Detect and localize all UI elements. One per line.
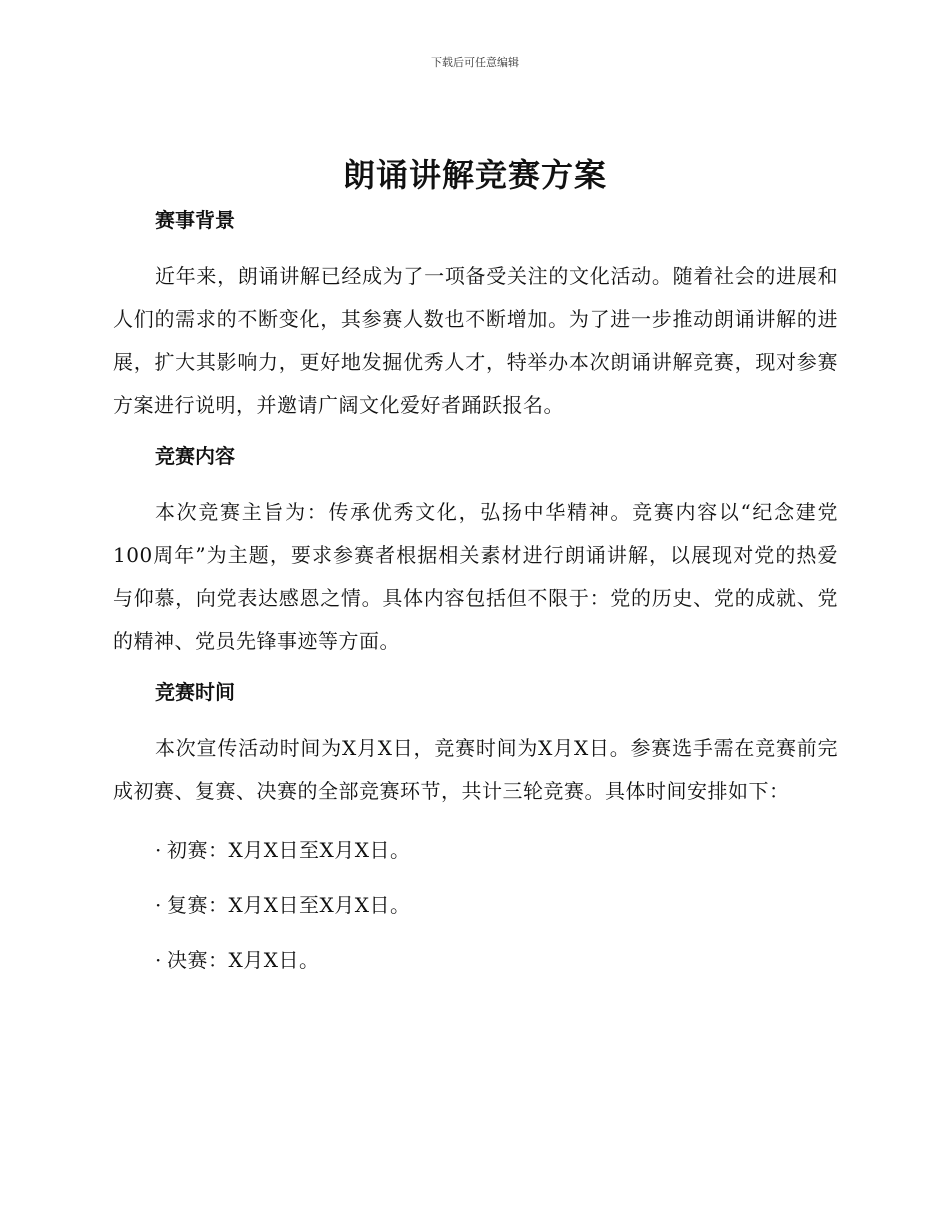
section-heading: 竞赛时间: [155, 680, 235, 704]
section-paragraph: 本次宣传活动时间为X月X日，竞赛时间为X月X日。参赛选手需在竞赛前完成初赛、复赛、决赛的全部竞赛环节，共计三轮竞赛。具体时间安排如下：: [113, 736, 838, 803]
section-schedule: [113, 677, 838, 975]
list-item: [155, 945, 838, 975]
list-item: [155, 890, 838, 920]
bullet-icon: ·: [155, 948, 162, 972]
list-item-text: 决赛：X月X日。: [167, 948, 320, 972]
list-item-text: 初赛：X月X日至X月X日。: [167, 838, 411, 862]
page-header-note: 下载后可任意编辑: [431, 56, 519, 69]
section-heading: 竞赛内容: [155, 444, 235, 468]
list-item-text: 复赛：X月X日至X月X日。: [167, 893, 411, 917]
list-item: [155, 835, 838, 865]
section-paragraph: 近年来，朗诵讲解已经成为了一项备受关注的文化活动。随着社会的进展和人们的需求的不断变化，其参赛人数也不断增加。为了进一步推动朗诵讲解的进展，扩大其影响力，更好地发掘优秀人才，特举办本次朗诵讲解竞赛，现对参赛方案进行说明，并邀请广阔文化爱好者踊跃报名。: [113, 264, 838, 417]
bullet-icon: ·: [155, 893, 162, 917]
document-title: 朗诵讲解竞赛方案: [342, 156, 607, 194]
section-heading: 赛事背景: [155, 208, 235, 232]
schedule-list: [113, 835, 838, 975]
bullet-icon: ·: [155, 838, 162, 862]
section-background: [113, 205, 838, 427]
section-paragraph: 本次竞赛主旨为：传承优秀文化，弘扬中华精神。竞赛内容以“纪念建党100周年”为主题，要求参赛者根据相关素材进行朗诵讲解，以展现对党的热爱与仰慕，向党表达感恩之情。具体内容包括但不限于：党的历史、党的成就、党的精神、党员先锋事迹等方面。: [113, 500, 838, 653]
document-body: [113, 205, 838, 1000]
section-content: [113, 441, 838, 663]
